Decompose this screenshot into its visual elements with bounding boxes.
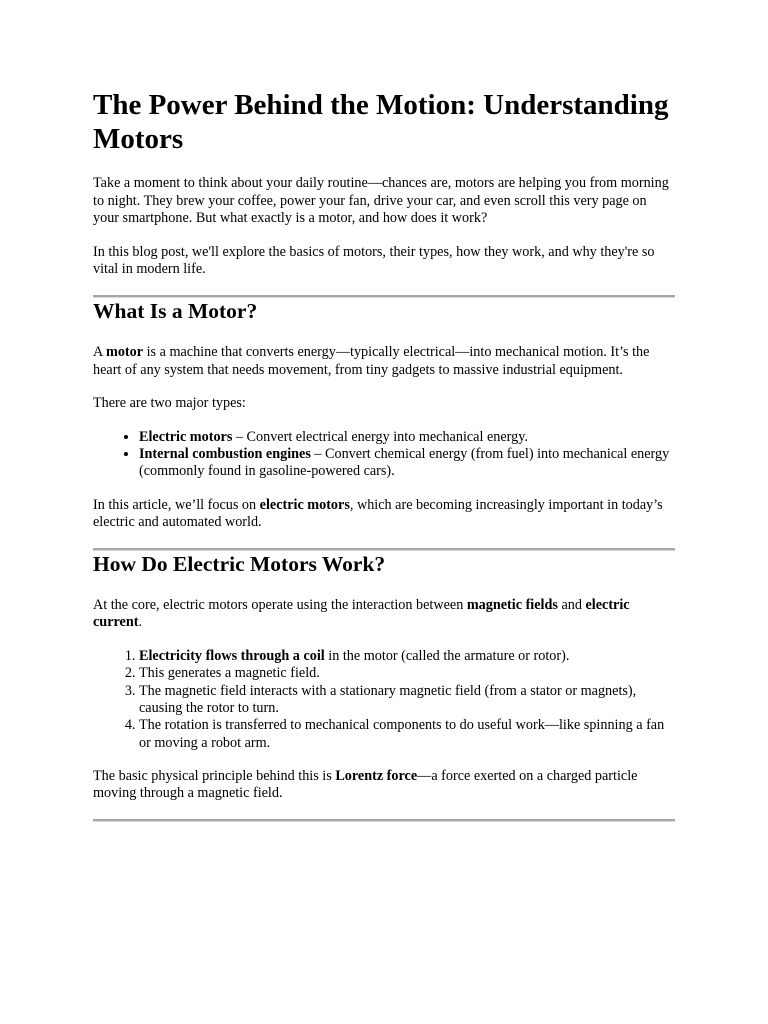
list-item (139, 446, 675, 481)
section-divider (93, 819, 675, 822)
text-run: The basic physical principle behind this is (93, 767, 336, 784)
types-intro-paragraph: There are two major types: (93, 395, 246, 412)
intro-paragraph-2: In this blog post, we'll explore the basics of motors, their types, how they work, and why they're so vital in modern life. (93, 243, 655, 278)
list-item-text: in the motor (called the armature or rotor). (324, 648, 570, 665)
list-item (139, 683, 675, 718)
bold-term-electric-current: electric current (93, 596, 630, 631)
bold-term-magnetic-fields: magnetic fields (466, 596, 558, 613)
section-heading-what-is-a-motor: What Is a Motor? (93, 298, 258, 323)
text-run: —a force exerted on a charged particle moving through a magnetic field. (93, 767, 638, 802)
text-run: , which are becoming increasingly important in today’s electric and automated world. (93, 496, 663, 531)
bold-term-motor: motor (106, 343, 144, 360)
list-item-term: Internal combustion engines (139, 446, 311, 463)
text-run: At the core, electric motors operate using the interaction between (93, 596, 467, 613)
list-item (139, 429, 675, 446)
list-item-text: – Convert electrical energy into mechanical energy. (232, 428, 528, 445)
core-principle-paragraph (93, 597, 675, 632)
lorentz-paragraph (93, 768, 675, 803)
text-run: is a machine that converts energy—typically electrical—into mechanical motion. It’s the heart of any system that needs movement, from tiny gadgets to massive industrial equipment. (93, 343, 650, 378)
intro-paragraph-1: Take a moment to think about your daily routine—chances are, motors are helping you from morning to night. They brew your coffee, power your fan, drive your car, and even scroll this very page on your smartphone. But what exactly is a motor, and how does it work? (93, 175, 669, 227)
list-item (139, 665, 675, 682)
text-run: and (557, 596, 586, 613)
list-item-term: Electricity flows through a coil (139, 648, 325, 665)
motor-types-list (93, 429, 675, 481)
section-heading-how-motors-work: How Do Electric Motors Work? (93, 551, 386, 576)
list-item-term: Electric motors (139, 428, 233, 445)
text-run: In this article, we’ll focus on (93, 496, 260, 513)
list-item-text: The rotation is transferred to mechanical components to do useful work—like spinning a fan or moving a robot arm. (139, 717, 665, 751)
list-item (139, 717, 675, 752)
list-item-text: The magnetic field interacts with a stationary magnetic field (from a stator or magnets), causing the rotor to turn. (139, 682, 637, 716)
motor-steps-list (93, 648, 675, 752)
list-item-text: This generates a magnetic field. (139, 665, 320, 682)
list-item-text: – Convert chemical energy (from fuel) into mechanical energy (commonly found in gasoline-powered cars). (139, 446, 670, 480)
text-run: A (93, 343, 107, 360)
list-item (139, 648, 675, 665)
bold-term-lorentz-force: Lorentz force (335, 767, 418, 784)
text-run: . (138, 614, 142, 631)
bold-term-electric-motors: electric motors (259, 496, 350, 513)
motor-definition-paragraph (93, 344, 675, 379)
focus-paragraph (93, 497, 675, 532)
page-title: The Power Behind the Motion: Understanding Motors (93, 89, 669, 155)
